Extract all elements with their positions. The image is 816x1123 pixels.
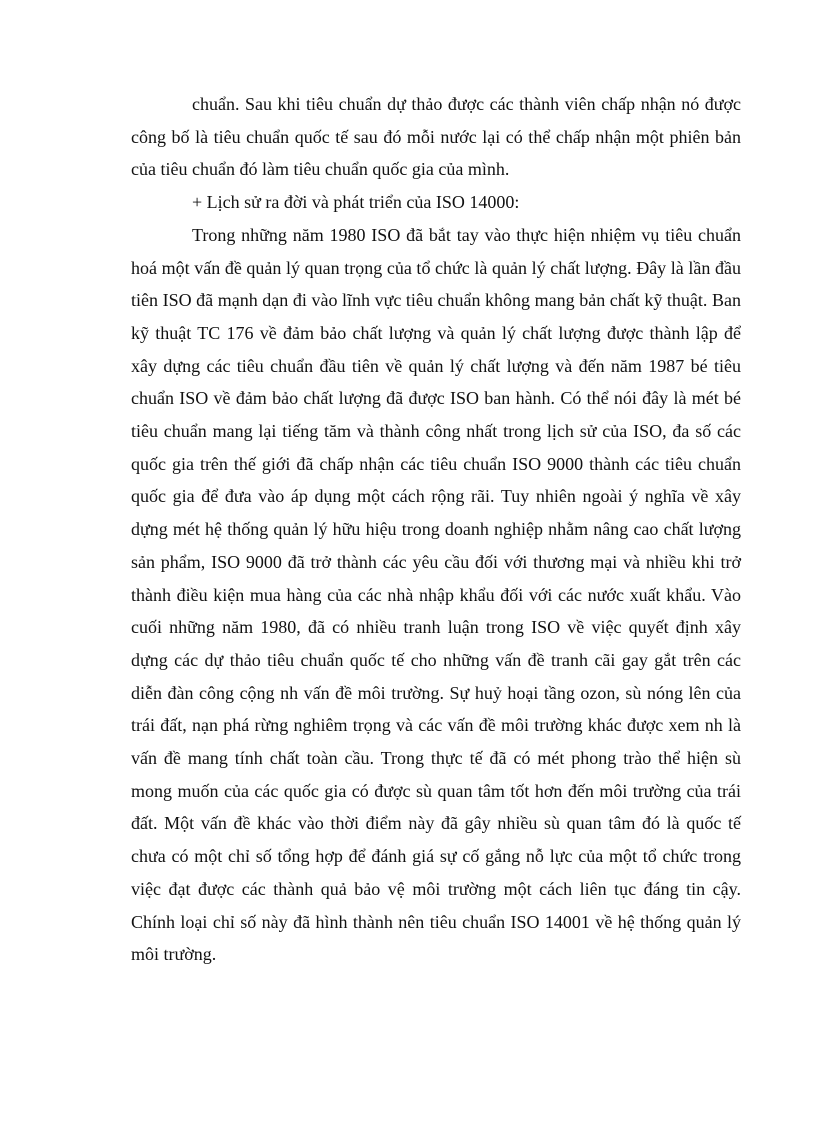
paragraph-iso-history: Trong những năm 1980 ISO đã bắt tay vào thực hiện nhiệm vụ tiêu chuẩn hoá một vấn đề quản lý quan trọng của tổ chức là quản lý chất lượng. Đây là lần đầu tiên ISO đã mạnh dạn đi vào lĩnh vực tiêu chuẩn không mang bản chất kỹ thuật. Ban kỹ thuật TC 176 về đảm bảo chất lượng và quản lý chất lượng được thành lập để xây dựng các tiêu chuẩn đầu tiên về quản lý chất lượng và đến năm 1987 bé tiêu chuẩn ISO về đảm bảo chất lượng đã được ISO ban hành. Có thể nói đây là mét bé tiêu chuẩn mang lại tiếng tăm và thành công nhất trong lịch sử của ISO, đa số các quốc gia trên thế giới đã chấp nhận các tiêu chuẩn ISO 9000 thành các tiêu chuẩn quốc gia để đưa vào áp dụng một cách rộng rãi. Tuy nhiên ngoài ý nghĩa về xây dựng mét hệ thống quản lý hữu hiệu trong doanh nghiệp nhằm nâng cao chất lượng sản phẩm, ISO 9000 đã trở thành các yêu cầu đối với thương mại và nhiều khi trở thành điều kiện mua hàng của các nhà nhập khẩu đối với các nước xuất khẩu. Vào cuối những năm 1980, đã có nhiều tranh luận trong ISO về việc quyết định xây dựng các dự thảo tiêu chuẩn quốc tế cho những vấn đề tranh cãi gay gắt trên các diễn đàn công cộng nh vấn đề môi trường. Sự huỷ hoại tầng ozon, sù nóng lên của trái đất, nạn phá rừng nghiêm trọng và các vấn đề môi trường khác được xem nh là vấn đề mang tính chất toàn cầu. Trong thực tế đã có mét phong trào thể hiện sù mong muốn của các quốc gia có được sù quan tâm tốt hơn đến môi trường của trái đất. Một vấn đề khác vào thời điểm này đã gây nhiều sù quan tâm đó là quốc tế chưa có một chỉ số tổng hợp để đánh giá sự cố gắng nỗ lực của một tổ chức trong việc đạt được các thành quả bảo vệ môi trường một cách liên tục đáng tin cậy. Chính loại chỉ số này đã hình thành nên tiêu chuẩn ISO 14001 về hệ thống quản lý môi trường. bbox=[131, 224, 741, 965]
section-heading-iso14000-history: + Lịch sử ra đời và phát triển của ISO 14000: bbox=[192, 192, 520, 213]
body-text bbox=[131, 88, 741, 971]
paragraph-continuation: chuẩn. Sau khi tiêu chuẩn dự thảo được các thành viên chấp nhận nó được công bố là tiêu chuẩn quốc tế sau đó mỗi nước lại có thể chấp nhận một phiên bản của tiêu chuẩn đó làm tiêu chuẩn quốc gia của mình. bbox=[131, 94, 741, 180]
